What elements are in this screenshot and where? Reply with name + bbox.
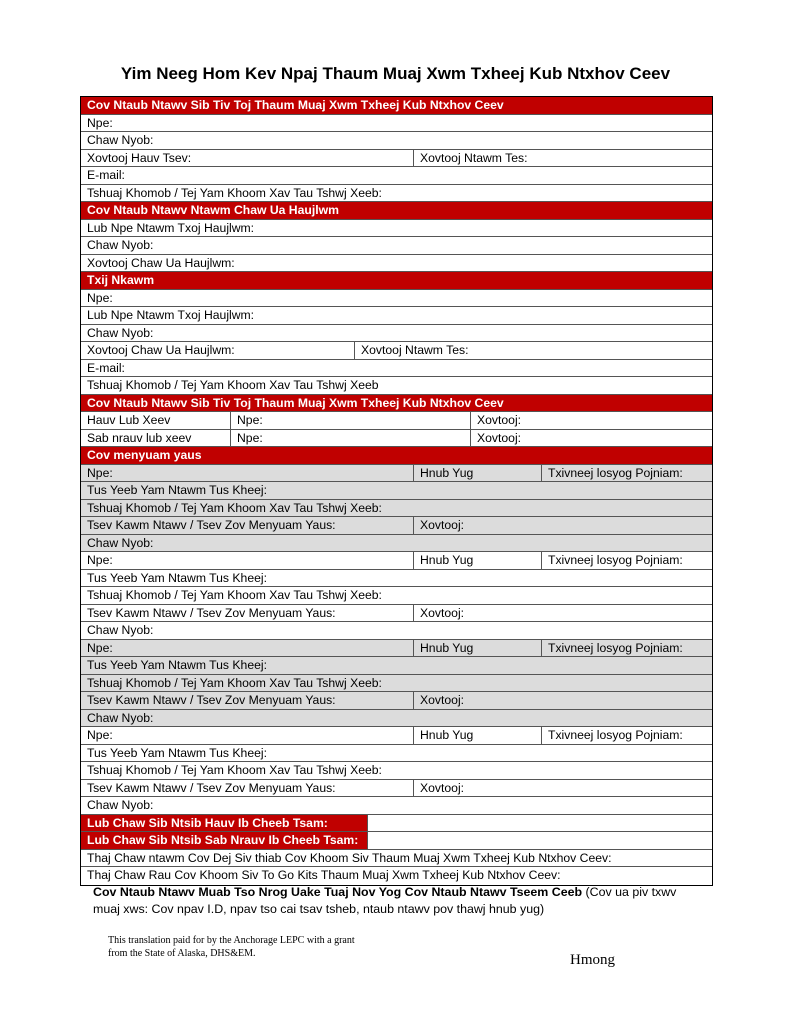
spouse-address-field[interactable]: Chaw Nyob: <box>87 325 154 340</box>
form-row[interactable] <box>81 815 712 833</box>
workplace-name-field[interactable]: Lub Npe Ntawm Txoj Haujlwm: <box>87 220 255 235</box>
child-row[interactable] <box>81 692 712 710</box>
child-name-field[interactable]: Npe: <box>87 640 113 655</box>
child-name-field[interactable]: Npe: <box>87 728 113 742</box>
form-row[interactable] <box>81 412 712 430</box>
child-identity-field[interactable]: Tus Yeeb Yam Ntawm Tus Kheej: <box>87 570 267 585</box>
form-row[interactable] <box>81 132 712 150</box>
form-row[interactable] <box>81 167 712 185</box>
child-gender-field[interactable]: Txivneej losyog Pojniam: <box>541 465 712 482</box>
important-documents-note <box>93 884 693 918</box>
footer-line-2: from the State of Alaska, DHS&EM. <box>108 948 256 959</box>
child-meds-field[interactable]: Tshuaj Khomob / Tej Yam Khoom Xav Tau Tshwj Xeeb: <box>87 763 382 777</box>
child-row[interactable] <box>81 552 712 570</box>
child-row[interactable] <box>81 587 712 605</box>
child-address-field[interactable]: Chaw Nyob: <box>87 710 154 725</box>
spouse-special-needs-field[interactable]: Tshuaj Khomob / Tej Yam Khoom Xav Tau Tshwj Xeeb <box>87 378 379 392</box>
spouse-workplace-field[interactable]: Lub Npe Ntawm Txoj Haujlwm: <box>87 308 255 322</box>
in-state-label: Hauv Lub Xeev <box>87 413 171 427</box>
child-row[interactable] <box>81 605 712 623</box>
child-row[interactable] <box>81 482 712 500</box>
cell-phone-field[interactable]: Xovtooj Ntawm Tes: <box>413 150 712 167</box>
out-of-state-phone-field[interactable]: Xovtooj: <box>470 430 712 447</box>
child-row[interactable] <box>81 675 712 693</box>
child-row[interactable] <box>81 517 712 535</box>
form-row[interactable] <box>81 150 712 168</box>
child-row[interactable] <box>81 657 712 675</box>
child-dob-field[interactable]: Hnub Yug <box>413 727 541 744</box>
emergency-plan-form <box>80 96 713 886</box>
page-title: Yim Neeg Hom Kev Npaj Thaum Muaj Xwm Txheej Kub Ntxhov Ceev <box>120 64 671 83</box>
child-identity-field[interactable]: Tus Yeeb Yam Ntawm Tus Kheej: <box>87 658 267 672</box>
child-identity-field[interactable]: Tus Yeeb Yam Ntawm Tus Kheej: <box>87 483 267 497</box>
form-row[interactable] <box>81 832 712 850</box>
meeting-place-far-field[interactable] <box>367 832 712 849</box>
in-state-phone-field[interactable]: Xovtooj: <box>470 412 712 429</box>
form-row[interactable] <box>81 307 712 325</box>
child-name-field[interactable]: Npe: <box>87 553 113 567</box>
child-school-field[interactable]: Tsev Kawm Ntawv / Tsev Zov Menyuam Yaus: <box>87 518 336 532</box>
child-phone-field[interactable]: Xovtooj: <box>413 692 712 709</box>
home-phone-field[interactable]: Xovtooj Hauv Tsev: <box>87 150 192 165</box>
spouse-work-phone-field[interactable]: Xovtooj Chaw Ua Haujlwm: <box>87 343 235 357</box>
child-meds-field[interactable]: Tshuaj Khomob / Tej Yam Khoom Xav Tau Tshwj Xeeb: <box>87 588 382 602</box>
special-needs-field[interactable]: Tshuaj Khomob / Tej Yam Khoom Xav Tau Tshwj Xeeb: <box>87 185 382 200</box>
form-row[interactable] <box>81 115 712 133</box>
email-field[interactable]: E-mail: <box>87 168 125 182</box>
form-row[interactable] <box>81 325 712 343</box>
child-address-field[interactable]: Chaw Nyob: <box>87 623 154 637</box>
form-row[interactable] <box>81 290 712 308</box>
go-kit-location-field[interactable]: Thaj Chaw Rau Cov Khoom Siv To Go Kits Thaum Muaj Xwm Txheej Kub Ntxhov Ceev: <box>87 868 561 882</box>
child-gender-field[interactable]: Txivneej losyog Pojniam: <box>541 640 712 657</box>
child-phone-field[interactable]: Xovtooj: <box>413 605 712 622</box>
child-address-field[interactable]: Chaw Nyob: <box>87 798 154 812</box>
spouse-name-field[interactable]: Npe: <box>87 290 113 305</box>
child-phone-field[interactable]: Xovtooj: <box>413 780 712 797</box>
child-school-field[interactable]: Tsev Kawm Ntawv / Tsev Zov Menyuam Yaus: <box>87 780 336 795</box>
child-gender-field[interactable]: Txivneej losyog Pojniam: <box>541 727 712 744</box>
child-row[interactable] <box>81 640 712 658</box>
child-gender-field[interactable]: Txivneej losyog Pojniam: <box>541 552 712 569</box>
section-header-emergency-contacts: Cov Ntaub Ntawv Sib Tiv Toj Thaum Muaj Xwm Txheej Kub Ntxhov Ceev <box>81 395 712 413</box>
spouse-email-field[interactable]: E-mail: <box>87 360 125 375</box>
child-row[interactable] <box>81 745 712 763</box>
note-bold-text: Cov Ntaub Ntawv Muab Tso Nrog Uake Tuaj Nov Yog Cov Ntaub Ntawv Tseem Ceeb <box>93 885 583 899</box>
child-name-field[interactable]: Npe: <box>87 465 113 480</box>
form-row[interactable] <box>81 850 712 868</box>
form-row[interactable] <box>81 377 712 395</box>
child-phone-field[interactable]: Xovtooj: <box>413 517 712 534</box>
translation-credit <box>108 934 355 960</box>
child-dob-field[interactable]: Hnub Yug <box>413 465 541 482</box>
child-row[interactable] <box>81 570 712 588</box>
name-field[interactable]: Npe: <box>87 115 113 130</box>
child-identity-field[interactable]: Tus Yeeb Yam Ntawm Tus Kheej: <box>87 745 267 760</box>
child-school-field[interactable]: Tsev Kawm Ntawv / Tsev Zov Menyuam Yaus: <box>87 693 336 707</box>
child-row[interactable] <box>81 762 712 780</box>
form-row[interactable] <box>81 220 712 238</box>
child-row[interactable] <box>81 797 712 815</box>
child-dob-field[interactable]: Hnub Yug <box>413 552 541 569</box>
child-row[interactable] <box>81 535 712 553</box>
meeting-place-near-label: Lub Chaw Sib Ntsib Hauv Ib Cheeb Tsam: <box>81 815 367 832</box>
form-row[interactable] <box>81 360 712 378</box>
section-header-spouse: Txij Nkawm <box>81 272 712 290</box>
child-row[interactable] <box>81 727 712 745</box>
language-label: Hmong <box>570 952 615 968</box>
form-row[interactable] <box>81 430 712 448</box>
section-header-household-contact: Cov Ntaub Ntawv Sib Tiv Toj Thaum Muaj Xwm Txheej Kub Ntxhov Ceev <box>81 97 712 115</box>
section-header-workplace: Cov Ntaub Ntawv Ntawm Chaw Ua Haujlwm <box>81 202 712 220</box>
form-row[interactable] <box>81 342 712 360</box>
work-phone-field[interactable]: Xovtooj Chaw Ua Haujlwm: <box>87 255 235 270</box>
form-row[interactable] <box>81 867 712 885</box>
address-field[interactable]: Chaw Nyob: <box>87 133 154 147</box>
note-text: (Cov ua piv txwv muaj xws: Cov npav I.D, npav tso cai tsav tsheb, ntaub ntawv pov thawj hnub yug) <box>93 885 677 916</box>
child-row[interactable] <box>81 500 712 518</box>
out-of-state-label: Sab nrauv lub xeev <box>87 430 192 445</box>
child-address-field[interactable]: Chaw Nyob: <box>87 535 154 550</box>
supplies-location-field[interactable]: Thaj Chaw ntawm Cov Dej Siv thiab Cov Khoom Siv Thaum Muaj Xwm Txheej Kub Ntxhov Ceev: <box>87 850 612 865</box>
in-state-name-field[interactable]: Npe: <box>230 412 470 429</box>
footer-line-1: This translation paid for by the Anchorage LEPC with a grant <box>108 935 355 946</box>
section-header-children: Cov menyuam yaus <box>81 447 712 465</box>
workplace-address-field[interactable]: Chaw Nyob: <box>87 238 154 252</box>
out-of-state-name-field[interactable]: Npe: <box>230 430 470 447</box>
form-row[interactable] <box>81 185 712 203</box>
child-meds-field[interactable]: Tshuaj Khomob / Tej Yam Khoom Xav Tau Tshwj Xeeb: <box>87 675 382 690</box>
child-dob-field[interactable]: Hnub Yug <box>413 640 541 657</box>
meeting-place-near-field[interactable] <box>367 815 712 832</box>
child-row[interactable] <box>81 465 712 483</box>
child-row[interactable] <box>81 710 712 728</box>
form-row[interactable] <box>81 237 712 255</box>
form-row[interactable] <box>81 255 712 273</box>
meeting-place-far-label: Lub Chaw Sib Ntsib Sab Nrauv Ib Cheeb Tsam: <box>81 832 367 849</box>
child-school-field[interactable]: Tsev Kawm Ntawv / Tsev Zov Menyuam Yaus: <box>87 605 336 620</box>
child-meds-field[interactable]: Tshuaj Khomob / Tej Yam Khoom Xav Tau Tshwj Xeeb: <box>87 500 382 515</box>
child-row[interactable] <box>81 780 712 798</box>
spouse-cell-phone-field[interactable]: Xovtooj Ntawm Tes: <box>354 342 712 359</box>
child-row[interactable] <box>81 622 712 640</box>
